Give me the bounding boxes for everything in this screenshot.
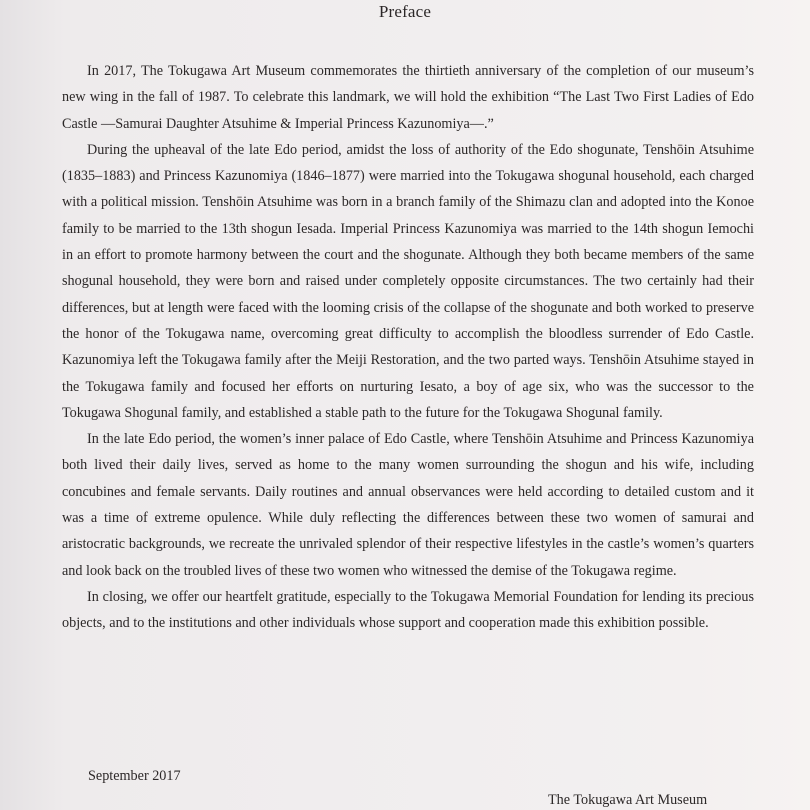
paragraph-intro: In 2017, The Tokugawa Art Museum commemorates the thirtieth anniversary of the completion of our museum’s new wing in the fall of 1987. To celebrate this landmark, we will hold the exhibition “The Last Two First Ladies of Edo Castle —Samurai Daughter Atsuhime & Imperial Princess Kazunomiya—.” bbox=[62, 63, 754, 132]
paragraph-history: During the upheaval of the late Edo period, amidst the loss of authority of the Edo shogunate, Tenshōin Atsuhime (1835–1883) and Princess Kazunomiya (1846–1877) were married into the Tokugawa shogunal household, each charged with a political mission. Tenshōin Atsuhime was born in a branch family of the Shimazu clan and adopted into the Konoe family to be married to the 13th shogun Iesada. Imperial Princess Kazunomiya was married to the 14th shogun Iemochi in an effort to promote harmony between the court and the shogunate. Although they both became members of the same shogunal household, they were born and raised under completely opposite circumstances. The two certainly had their differences, but at length were faced with the looming crisis of the collapse of the shogunate and both worked to preserve the honor of the Tokugawa name, overcoming great difficulty to accomplish the bloodless surrender of Edo Castle. Kazunomiya left the Tokugawa family after the Meiji Restoration, and the two parted ways. Tenshōin Atsuhime stayed in the Tokugawa family and focused her efforts on nurturing Iesato, a boy of age six, who was the successor to the Tokugawa Shogunal family, and established a stable path to the future for the Tokugawa Shogunal family. bbox=[62, 141, 754, 421]
paragraph-closing: In closing, we offer our heartfelt gratitude, especially to the Tokugawa Memorial Foundation for lending its precious objects, and to the institutions and other individuals whose support and cooperation made this exhibition possible. bbox=[62, 588, 754, 632]
signature-line: The Tokugawa Art Museum bbox=[548, 792, 708, 808]
date-line: September 2017 bbox=[88, 768, 181, 784]
page-title: Preface bbox=[378, 2, 432, 21]
paragraph-exhibition: In the late Edo period, the women’s inner palace of Edo Castle, where Tenshōin Atsuhime and Princess Kazunomiya both lived their daily lives, served as home to the many women surrounding the shogun and his wife, including concubines and female servants. Daily routines and annual observances were held according to detailed custom and it was a time of extreme opulence. While duly reflecting the differences between these two women of samurai and aristocratic backgrounds, we recreate the unrivaled splendor of their respective lifestyles in the castle’s women’s quarters and look back on the troubled lives of these two women who witnessed the demise of the Tokugawa regime. bbox=[62, 431, 754, 579]
preface-body bbox=[62, 58, 754, 637]
